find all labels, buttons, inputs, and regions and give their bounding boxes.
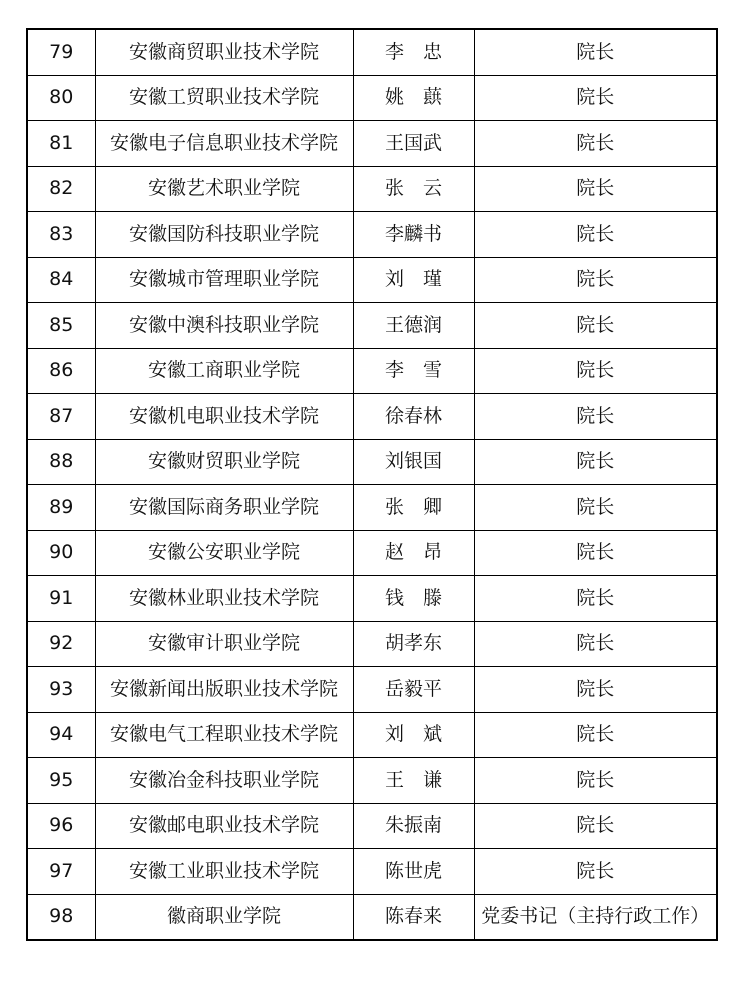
position-title: 院长 bbox=[474, 303, 717, 349]
person-name: 胡孝东 bbox=[353, 621, 474, 667]
position-title: 院长 bbox=[474, 712, 717, 758]
school-name: 安徽城市管理职业学院 bbox=[95, 257, 353, 303]
school-name: 安徽机电职业技术学院 bbox=[95, 394, 353, 440]
school-name: 安徽工贸职业技术学院 bbox=[95, 75, 353, 121]
table-row bbox=[27, 29, 717, 75]
position-title: 院长 bbox=[474, 803, 717, 849]
person-name: 朱振南 bbox=[353, 803, 474, 849]
school-name: 安徽中澳科技职业学院 bbox=[95, 303, 353, 349]
table-row bbox=[27, 121, 717, 167]
person-name: 李麟书 bbox=[353, 212, 474, 258]
person-name: 王德润 bbox=[353, 303, 474, 349]
person-name: 陈世虎 bbox=[353, 849, 474, 895]
row-number: 79 bbox=[27, 29, 95, 75]
person-name: 刘 斌 bbox=[353, 712, 474, 758]
row-number: 90 bbox=[27, 530, 95, 576]
row-number: 89 bbox=[27, 485, 95, 531]
row-number: 96 bbox=[27, 803, 95, 849]
roster-table bbox=[26, 28, 718, 941]
row-number: 95 bbox=[27, 758, 95, 804]
row-number: 94 bbox=[27, 712, 95, 758]
table-row bbox=[27, 166, 717, 212]
row-number: 81 bbox=[27, 121, 95, 167]
position-title: 院长 bbox=[474, 576, 717, 622]
row-number: 86 bbox=[27, 348, 95, 394]
school-name: 安徽工业职业技术学院 bbox=[95, 849, 353, 895]
table-row bbox=[27, 530, 717, 576]
school-name: 安徽新闻出版职业技术学院 bbox=[95, 667, 353, 713]
person-name: 陈春来 bbox=[353, 894, 474, 940]
position-title: 院长 bbox=[474, 530, 717, 576]
position-title: 院长 bbox=[474, 212, 717, 258]
school-name: 安徽国防科技职业学院 bbox=[95, 212, 353, 258]
position-title: 院长 bbox=[474, 121, 717, 167]
person-name: 王国武 bbox=[353, 121, 474, 167]
person-name: 李 雪 bbox=[353, 348, 474, 394]
person-name: 钱 滕 bbox=[353, 576, 474, 622]
position-title: 院长 bbox=[474, 849, 717, 895]
row-number: 91 bbox=[27, 576, 95, 622]
person-name: 岳毅平 bbox=[353, 667, 474, 713]
table-row bbox=[27, 303, 717, 349]
school-name: 安徽电子信息职业技术学院 bbox=[95, 121, 353, 167]
row-number: 80 bbox=[27, 75, 95, 121]
table-row bbox=[27, 894, 717, 940]
school-name: 安徽工商职业学院 bbox=[95, 348, 353, 394]
position-title: 党委书记（主持行政工作） bbox=[474, 894, 717, 940]
table-row bbox=[27, 576, 717, 622]
school-name: 安徽国际商务职业学院 bbox=[95, 485, 353, 531]
row-number: 82 bbox=[27, 166, 95, 212]
person-name: 刘 瑾 bbox=[353, 257, 474, 303]
row-number: 88 bbox=[27, 439, 95, 485]
position-title: 院长 bbox=[474, 166, 717, 212]
row-number: 92 bbox=[27, 621, 95, 667]
position-title: 院长 bbox=[474, 439, 717, 485]
table-row bbox=[27, 75, 717, 121]
table-row bbox=[27, 212, 717, 258]
person-name: 刘银国 bbox=[353, 439, 474, 485]
person-name: 徐春林 bbox=[353, 394, 474, 440]
table-row bbox=[27, 758, 717, 804]
position-title: 院长 bbox=[474, 257, 717, 303]
table-row bbox=[27, 712, 717, 758]
position-title: 院长 bbox=[474, 485, 717, 531]
position-title: 院长 bbox=[474, 348, 717, 394]
school-name: 安徽林业职业技术学院 bbox=[95, 576, 353, 622]
table-row bbox=[27, 348, 717, 394]
position-title: 院长 bbox=[474, 758, 717, 804]
person-name: 张 云 bbox=[353, 166, 474, 212]
school-name: 安徽公安职业学院 bbox=[95, 530, 353, 576]
school-name: 徽商职业学院 bbox=[95, 894, 353, 940]
school-name: 安徽商贸职业技术学院 bbox=[95, 29, 353, 75]
position-title: 院长 bbox=[474, 621, 717, 667]
person-name: 张 卿 bbox=[353, 485, 474, 531]
row-number: 83 bbox=[27, 212, 95, 258]
person-name: 李 忠 bbox=[353, 29, 474, 75]
position-title: 院长 bbox=[474, 75, 717, 121]
position-title: 院长 bbox=[474, 29, 717, 75]
table-row bbox=[27, 485, 717, 531]
row-number: 97 bbox=[27, 849, 95, 895]
row-number: 87 bbox=[27, 394, 95, 440]
school-name: 安徽财贸职业学院 bbox=[95, 439, 353, 485]
table-row bbox=[27, 257, 717, 303]
person-name: 姚 蕻 bbox=[353, 75, 474, 121]
position-title: 院长 bbox=[474, 667, 717, 713]
person-name: 王 谦 bbox=[353, 758, 474, 804]
school-name: 安徽审计职业学院 bbox=[95, 621, 353, 667]
school-name: 安徽电气工程职业技术学院 bbox=[95, 712, 353, 758]
position-title: 院长 bbox=[474, 394, 717, 440]
school-name: 安徽冶金科技职业学院 bbox=[95, 758, 353, 804]
table-row bbox=[27, 394, 717, 440]
school-name: 安徽艺术职业学院 bbox=[95, 166, 353, 212]
row-number: 93 bbox=[27, 667, 95, 713]
table-row bbox=[27, 621, 717, 667]
person-name: 赵 昂 bbox=[353, 530, 474, 576]
row-number: 85 bbox=[27, 303, 95, 349]
row-number: 84 bbox=[27, 257, 95, 303]
row-number: 98 bbox=[27, 894, 95, 940]
roster-table-body bbox=[27, 29, 717, 940]
table-row bbox=[27, 803, 717, 849]
table-row bbox=[27, 667, 717, 713]
school-name: 安徽邮电职业技术学院 bbox=[95, 803, 353, 849]
table-row bbox=[27, 849, 717, 895]
table-row bbox=[27, 439, 717, 485]
